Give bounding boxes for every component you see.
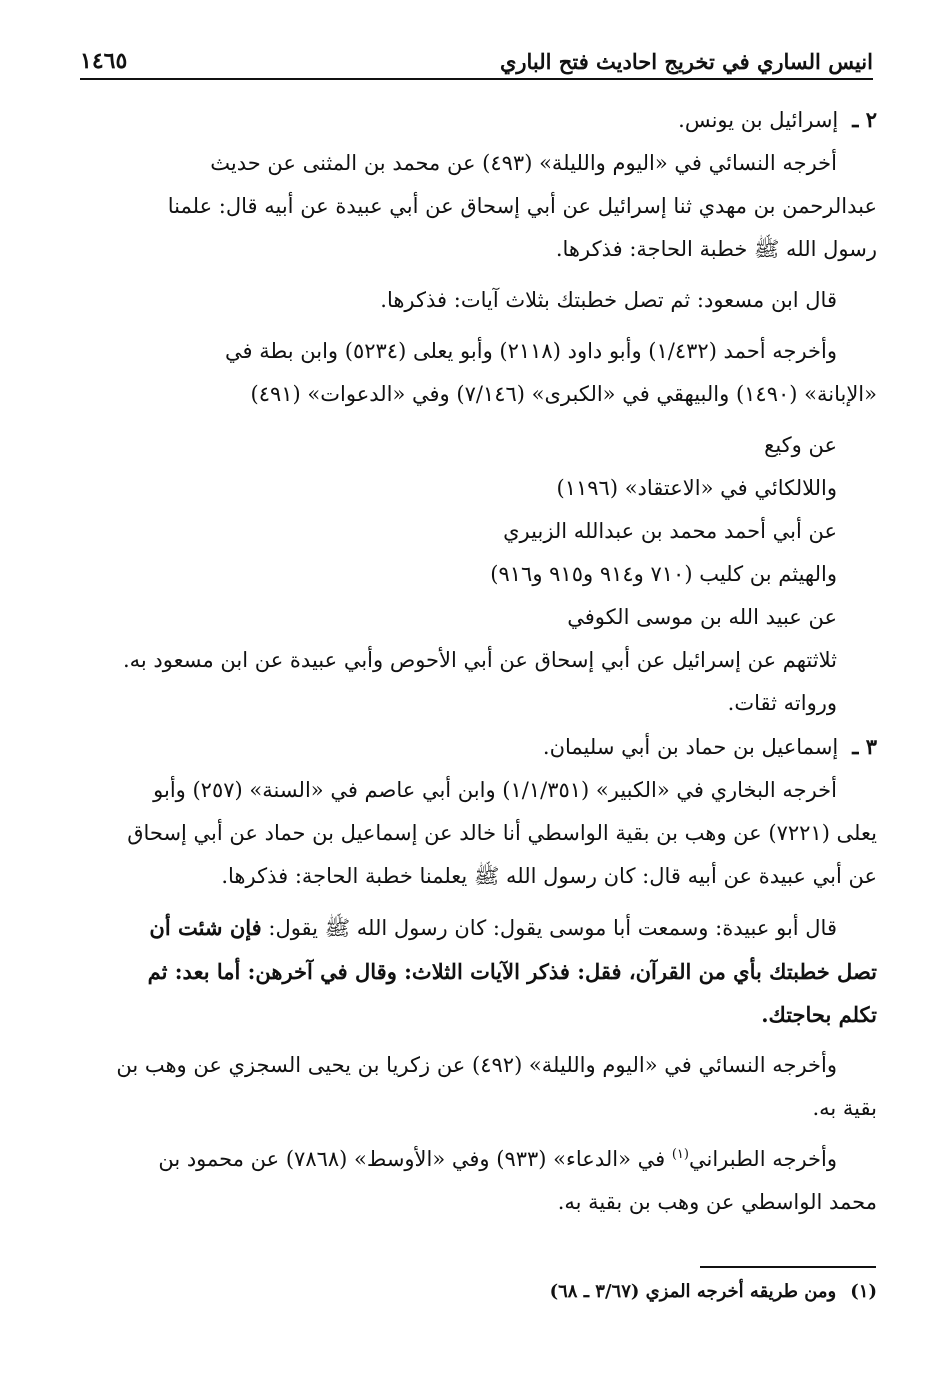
text-line: واللالكائي في «الاعتقاد» (١١٩٦) (556, 476, 837, 500)
paragraph-2 (80, 279, 877, 322)
entry-title: إسماعيل بن حماد بن أبي سليمان. (542, 735, 839, 759)
text-line: «الإبانة» (١٤٩٠) والبيهقي في «الكبرى» (٧/١٤٦) وفي «الدعوات» (٤٩١) (250, 382, 877, 406)
entry-heading-2 (80, 98, 877, 142)
paragraph-6 (80, 906, 877, 1036)
page-header (80, 30, 873, 80)
text-line: عن عبيد الله بن موسى الكوفي (567, 605, 837, 629)
paragraph-3 (80, 330, 877, 416)
footnote-text: ومن طريقه أخرجه المزي (٣/٦٧ ـ ٦٨) (549, 1281, 837, 1302)
entry-number: ٣ ـ (852, 734, 877, 759)
text-line: عن أبي أحمد محمد بن عبدالله الزبيري (503, 519, 837, 543)
text-line: رسول الله ﷺ خطبة الحاجة: فذكرها. (555, 237, 877, 261)
text-line (80, 906, 877, 950)
text-line: أخرجه البخاري في «الكبير» (١/١/٣٥١) وابن أبي عاصم في «السنة» (٢٥٧) وأبو (153, 778, 837, 802)
footnote (80, 1278, 877, 1306)
hadith-text: تكلم بحاجتك. (761, 1002, 877, 1027)
running-title: انيس الساري في تخريج احاديث فتح الباري (499, 49, 873, 74)
entry-number: ٢ ـ (852, 107, 877, 132)
text-line: وأخرجه أحمد (١/٤٣٢) وأبو داود (٢١١٨) وأبو يعلى (٥٢٣٤) وابن بطة في (225, 339, 837, 363)
text-line: قال ابن مسعود: ثم تصل خطبتك بثلاث آيات: فذكرها. (380, 288, 837, 312)
footnote-separator (700, 1266, 876, 1268)
text-line (80, 1138, 877, 1181)
text-line: محمد الواسطي عن وهب بن بقية به. (557, 1190, 877, 1214)
text-line: عبدالرحمن بن مهدي ثنا إسرائيل عن أبي إسحاق عن أبي عبيدة عن أبيه قال: علمنا (167, 194, 877, 218)
paragraph-7 (80, 1044, 877, 1130)
footnote-mark: (١) (850, 1281, 877, 1302)
text-span: في «الدعاء» (٩٣٣) وفي «الأوسط» (٧٨٦٨) عن محمود بن (158, 1147, 672, 1171)
page-number: ١٤٦٥ (80, 48, 128, 74)
text-line: يعلى (٧٢٢١) عن وهب بن بقية الواسطي أنا خالد عن إسماعيل بن حماد عن أبي إسحاق (127, 821, 877, 845)
main-text (80, 98, 877, 1224)
quote-intro: قال أبو عبيدة: وسمعت أبا موسى يقول: كان رسول الله ﷺ يقول: (261, 916, 837, 940)
text-line: أخرجه النسائي في «اليوم والليلة» (٤٩٣) عن محمد بن المثنى عن حديث (210, 151, 837, 175)
paragraph-5 (80, 769, 877, 898)
footnote-reference[interactable]: (١) (671, 1147, 689, 1162)
text-line: ثلاثتهم عن إسرائيل عن أبي إسحاق عن أبي الأحوص وأبي عبيدة عن ابن مسعود به. (122, 648, 837, 672)
paragraph-4 (80, 424, 877, 725)
text-line: بقية به. (812, 1096, 877, 1120)
text-line: عن أبي عبيدة عن أبيه قال: كان رسول الله ﷺ يعلمنا خطبة الحاجة: فذكرها. (221, 864, 877, 888)
entry-title: إسرائيل بن يونس. (678, 108, 839, 132)
paragraph-8 (80, 1138, 877, 1224)
text-line: ورواته ثقات. (727, 691, 837, 715)
hadith-text: تصل خطبتك بأي من القرآن، فقل: فذكر الآيات الثلاث: وقال في آخرهن: أما بعد: ثم (147, 959, 877, 984)
entry-heading-3 (80, 725, 877, 769)
paragraph-1 (80, 142, 877, 271)
text-line: عن وكيع (764, 433, 837, 457)
hadith-text: فإن شئت أن (149, 915, 262, 940)
text-span: وأخرجه الطبراني (688, 1147, 837, 1171)
text-line: والهيثم بن كليب (٧١٠ و٩١٤ و٩١٥ و٩١٦) (490, 562, 837, 586)
text-line: وأخرجه النسائي في «اليوم والليلة» (٤٩٢) عن زكريا بن يحيى السجزي عن وهب بن (116, 1053, 837, 1077)
